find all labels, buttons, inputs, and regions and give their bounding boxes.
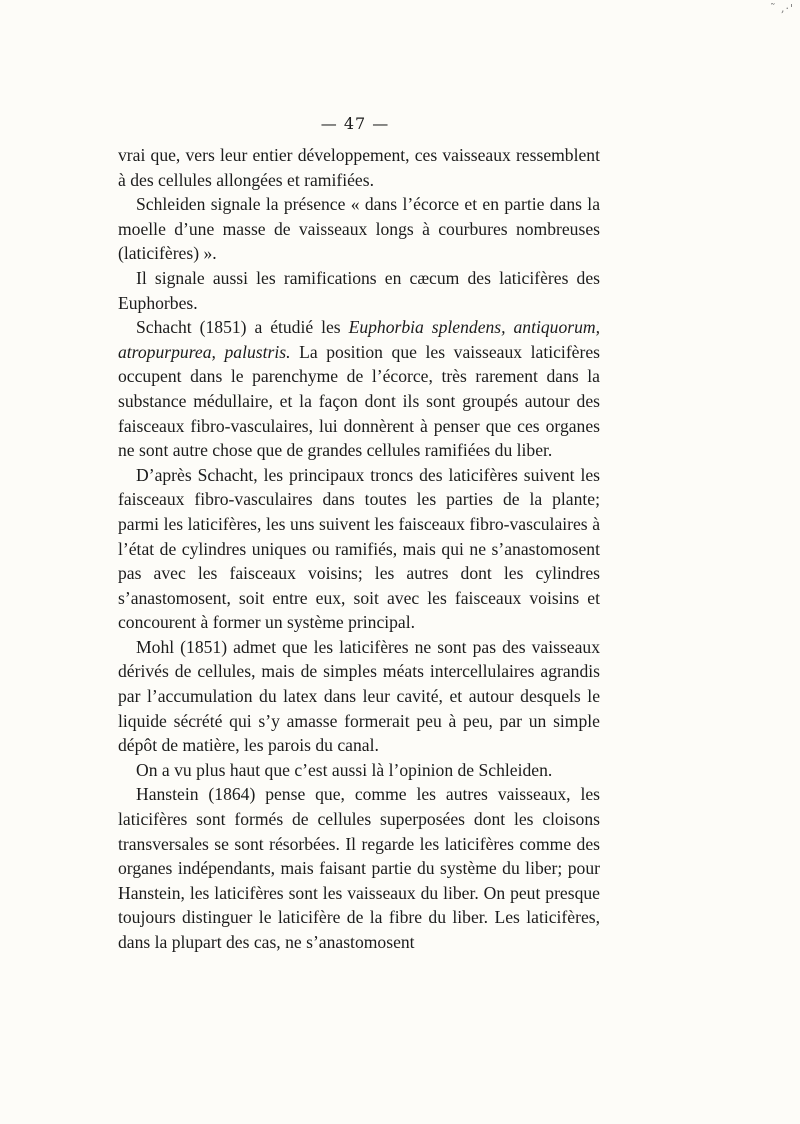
body-text [118,143,600,955]
page-number: — 47 — [320,114,390,133]
paragraph-4 [118,315,600,463]
paragraph-5: D’après Schacht, les principaux troncs des laticifères suivent les faisceaux fibro-vasculaires dans toutes les parties de la plante; parmi les laticifères, les uns suivent les faisceaux fibro-vasculaires à l’état de cylindres uniques ou ramifiés, mais qui ne s’anastomosent pas avec les faisceaux voisins; les autres dont les cylindres s’anastomosent, soit entre eux, soit avec les faisceaux voisins et concourent à former un système principal. [118,464,600,633]
paragraph-6: Mohl (1851) admet que les laticifères ne sont pas des vaisseaux dérivés de cellules, mais de simples méats intercellulaires agrandis par l’accumulation du latex dans leur cavité, et autour desquels le liquide sécrété qui s’y amasse formerait peu à peu, par un simple dépôt de matière, les parois du canal. [118,636,600,756]
paragraph-4-intro: Schacht (1851) a étudié les [136,317,349,338]
paragraph-1: vrai que, vers leur entier développement, ces vaisseaux ressemblent à des cellules allongées et ramifiées. [118,145,600,190]
paragraph-4-body: La position que les vaisseaux laticifères occupent dans le parenchyme de l’écorce, très rarement dans la substance médullaire, et la façon dont ils sont groupés autour des faisceaux fibro-vasculaires, lui donnèrent à penser que ces organes ne sont autre chose que de grandes cellules ramifiées du liber. [118,341,600,461]
scan-mark: ˜ ,·' [769,2,794,15]
paragraph-2: Schleiden signale la présence « dans l’écorce et en partie dans la moelle d’une masse de vaisseaux longs à courbures nombreuses (laticifères) ». [118,194,600,264]
paragraph-7: On a vu plus haut que c’est aussi là l’opinion de Schleiden. [136,759,553,780]
species-names: Euphorbia splendens, antiquorum, atropurpurea, palustris. [118,317,600,362]
paragraph-8: Hanstein (1864) pense que, comme les autres vaisseaux, les laticifères sont formés de cellules superposées dont les cloisons transversales se sont résorbées. Il regarde les laticifères comme des organes indépendants, mais faisant partie du système du liber; pour Hanstein, les laticifères sont les vaisseaux du liber. On peut presque toujours distinguer le laticifère de la fibre du liber. Les laticifères, dans la plupart des cas, ne s’anastomosent [118,784,600,952]
paragraph-3: Il signale aussi les ramifications en cæcum des laticifères des Euphorbes. [118,267,600,313]
